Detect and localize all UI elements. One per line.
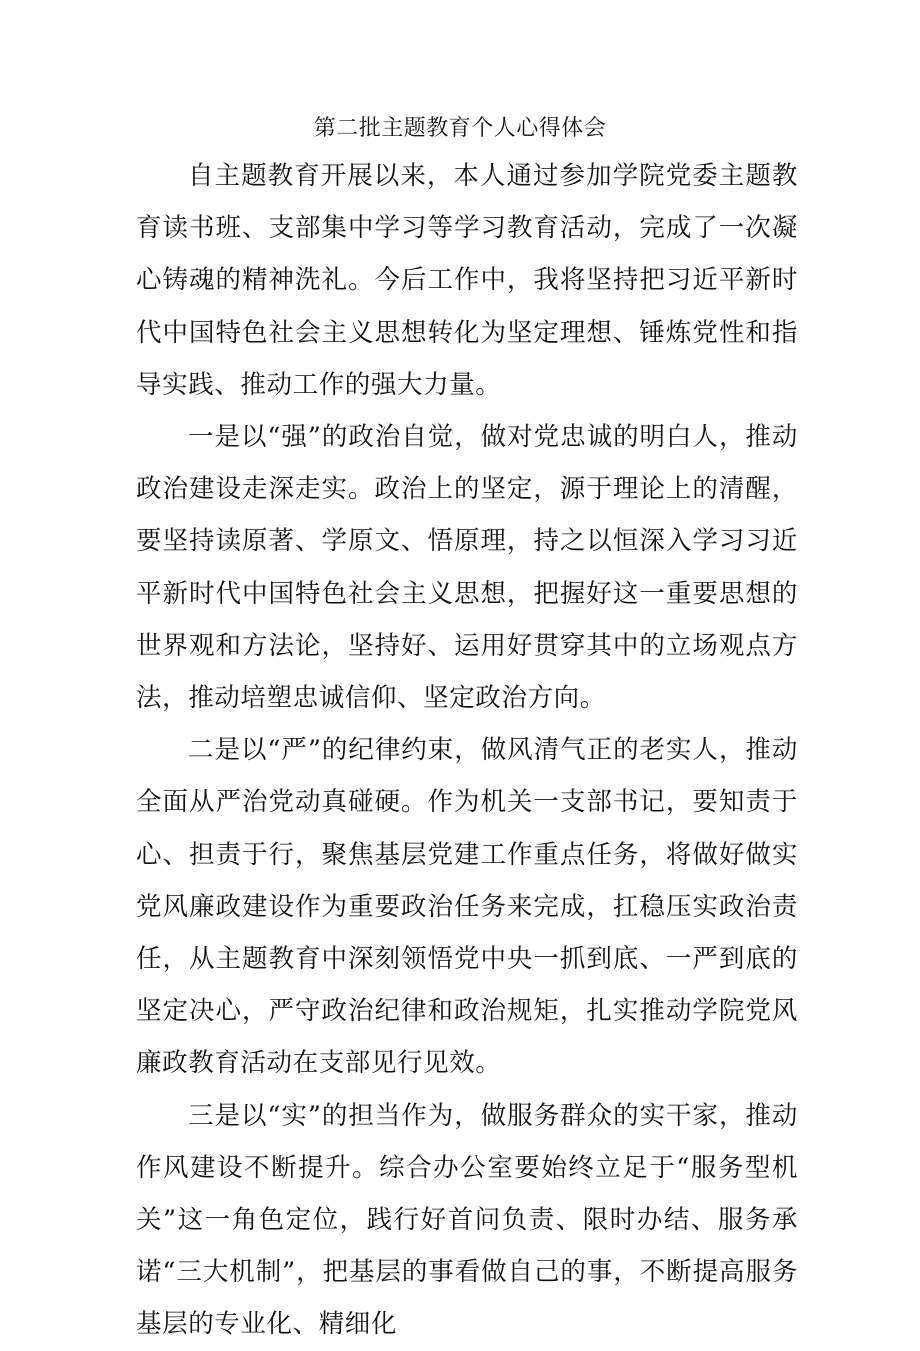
document-body xyxy=(136,150,798,1351)
paragraph-intro: 自主题教育开展以来，本人通过参加学院党委主题教育读书班、支部集中学习等学习教育活动，完成了一次凝心铸魂的精神洗礼。今后工作中，我将坚持把习近平新时代中国特色社会主义思想转化为坚定理想、锤炼党性和指导实践、推动工作的强大力量。 xyxy=(136,161,798,400)
paragraph-point-one: 一是以“强”的政治自觉，做对党忠诚的明白人，推动政治建设走深走实。政治上的坚定，源于理论上的清醒，要坚持读原著、学原文、悟原理，持之以恒深入学习习近平新时代中国特色社会主义思想，把握好这一重要思想的世界观和方法论，坚持好、运用好贯穿其中的立场观点方法，推动培塑忠诚信仰、坚定政治方向。 xyxy=(136,422,798,714)
paragraph-point-two: 二是以“严”的纪律约束，做风清气正的老实人，推动全面从严治党动真碰硬。作为机关一支部书记，要知责于心、担责于行，聚焦基层党建工作重点任务，将做好做实党风廉政建设作为重要政治任务来完成，扛稳压实政治责任，从主题教育中深刻领悟党中央一抓到底、一严到底的坚定决心，严守政治纪律和政治规矩，扎实推动学院党风廉政教育活动在支部见行见效。 xyxy=(136,735,798,1079)
paragraph-point-three: 三是以“实”的担当作为，做服务群众的实干家，推动作风建设不断提升。综合办公室要始终立足于“服务型机关”这一角色定位，践行好首问负责、限时办结、服务承诺“三大机制”，把基层的事看做自己的事，不断提高服务基层的专业化、精细化 xyxy=(136,1100,798,1340)
document-title: 第二批主题教育个人心得体会 xyxy=(313,116,607,141)
